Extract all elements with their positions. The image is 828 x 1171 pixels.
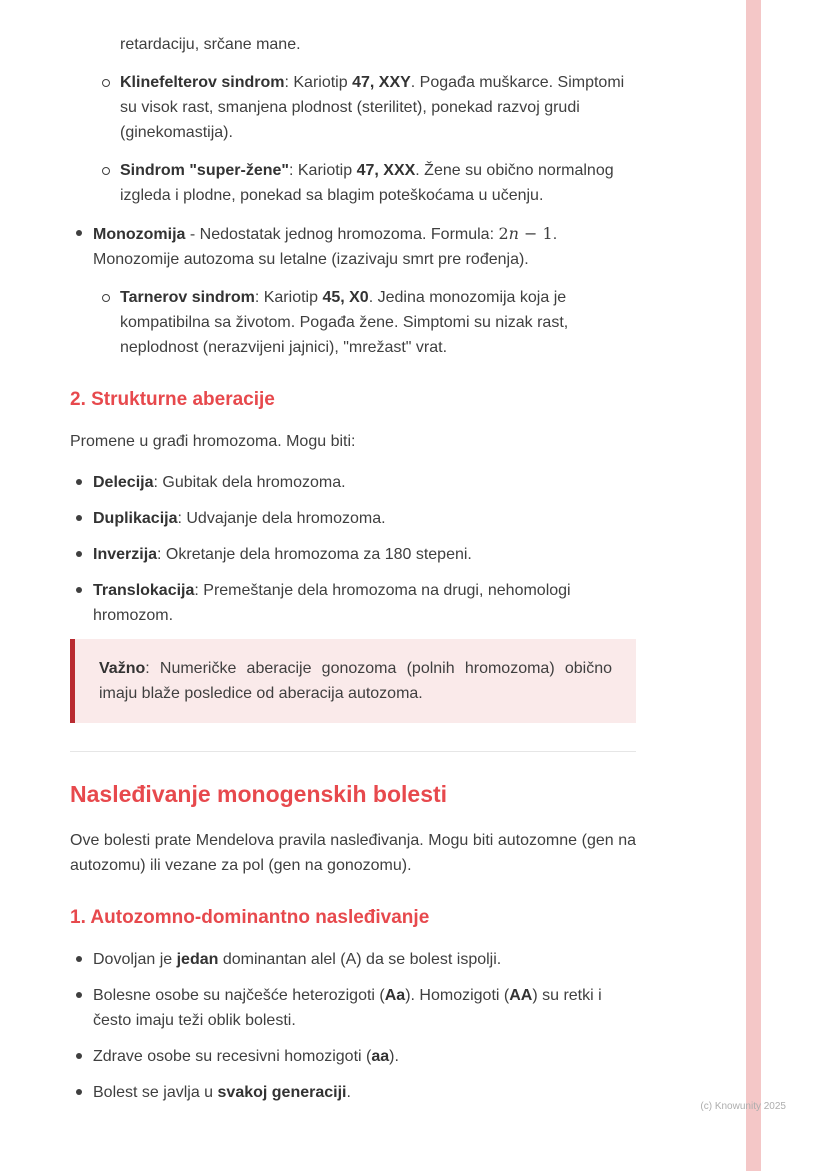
list-item-ad-1: Dovoljan je jedan dominantan alel (A) da se bolest ispolji. bbox=[70, 947, 636, 972]
bullet-list-monosomy-sub bbox=[70, 285, 636, 360]
bullet-list-aneuploidy-sub bbox=[70, 70, 636, 208]
continuation-text: retardaciju, srčane mane. bbox=[120, 36, 301, 53]
list-item-monozomija: Monozomija - Nedostatak jednog hromozoma. Formula: 2n − 1. Monozomije autozoma su letalne (izazivaju smrt pre rođenja). bbox=[70, 221, 636, 272]
list-item-translokacija: Translokacija: Premeštanje dela hromozoma na drugi, nehomologi hromozom. bbox=[70, 578, 636, 628]
section-divider bbox=[70, 751, 636, 752]
bullet-list-monosomy bbox=[70, 221, 636, 272]
section-heading-autosomal-dominant: 1. Autozomno-dominantno nasleđivanje bbox=[70, 907, 430, 928]
section-heading-structural-aberrations: 2. Strukturne aberacije bbox=[70, 389, 275, 410]
list-item-ad-4: Bolest se javlja u svakoj generaciji. bbox=[70, 1080, 636, 1105]
bullet-list-structural bbox=[70, 470, 636, 628]
list-item-duplikacija: Duplikacija: Udvajanje dela hromozoma. bbox=[70, 506, 636, 531]
paragraph-monogenic-intro: Ove bolesti prate Mendelova pravila nasleđivanja. Mogu biti autozomne (gen na autozomu) ili vezane za pol (gen na gonozomu). bbox=[70, 832, 636, 874]
bullet-list-autosomal-dominant bbox=[70, 947, 636, 1105]
copyright-footer: (c) Knowunity 2025 bbox=[700, 1101, 786, 1112]
list-item-delecija: Delecija: Gubitak dela hromozoma. bbox=[70, 470, 636, 495]
callout-text: Važno: Numeričke aberacije gonozoma (polnih hromozoma) obično imaju blaže posledice od aberacija autozoma. bbox=[99, 660, 612, 702]
list-item-ad-2: Bolesne osobe su najčešće heterozigoti (Aa). Homozigoti (AA) su retki i često imaju teži oblik bolesti. bbox=[70, 983, 636, 1033]
right-accent-stripe bbox=[746, 0, 761, 1171]
document-content bbox=[70, 32, 636, 1116]
paragraph-structural-intro: Promene u građi hromozoma. Mogu biti: bbox=[70, 433, 356, 450]
list-item-ad-3: Zdrave osobe su recesivni homozigoti (aa). bbox=[70, 1044, 636, 1069]
list-item-super-zene: Sindrom "super-žene": Kariotip 47, XXX. Žene su obično normalnog izgleda i plodne, ponekad sa blagim poteškoćama u učenju. bbox=[70, 158, 636, 208]
important-callout bbox=[70, 639, 636, 723]
page-heading-monogenic-inheritance: Nasleđivanje monogenskih bolesti bbox=[70, 781, 448, 807]
list-item-tarnerov: Tarnerov sindrom: Kariotip 45, X0. Jedina monozomija koja je kompatibilna sa životom. Pogađa žene. Simptomi su nizak rast, neplodnost (nerazvijeni jajnici), "mrežast" vrat. bbox=[70, 285, 636, 360]
list-item-inverzija: Inverzija: Okretanje dela hromozoma za 180 stepeni. bbox=[70, 542, 636, 567]
list-item-klinefelter: Klinefelterov sindrom: Kariotip 47, XXY. Pogađa muškarce. Simptomi su visok rast, smanjena plodnost (sterilitet), ponekad razvoj grudi (ginekomastija). bbox=[70, 70, 636, 145]
